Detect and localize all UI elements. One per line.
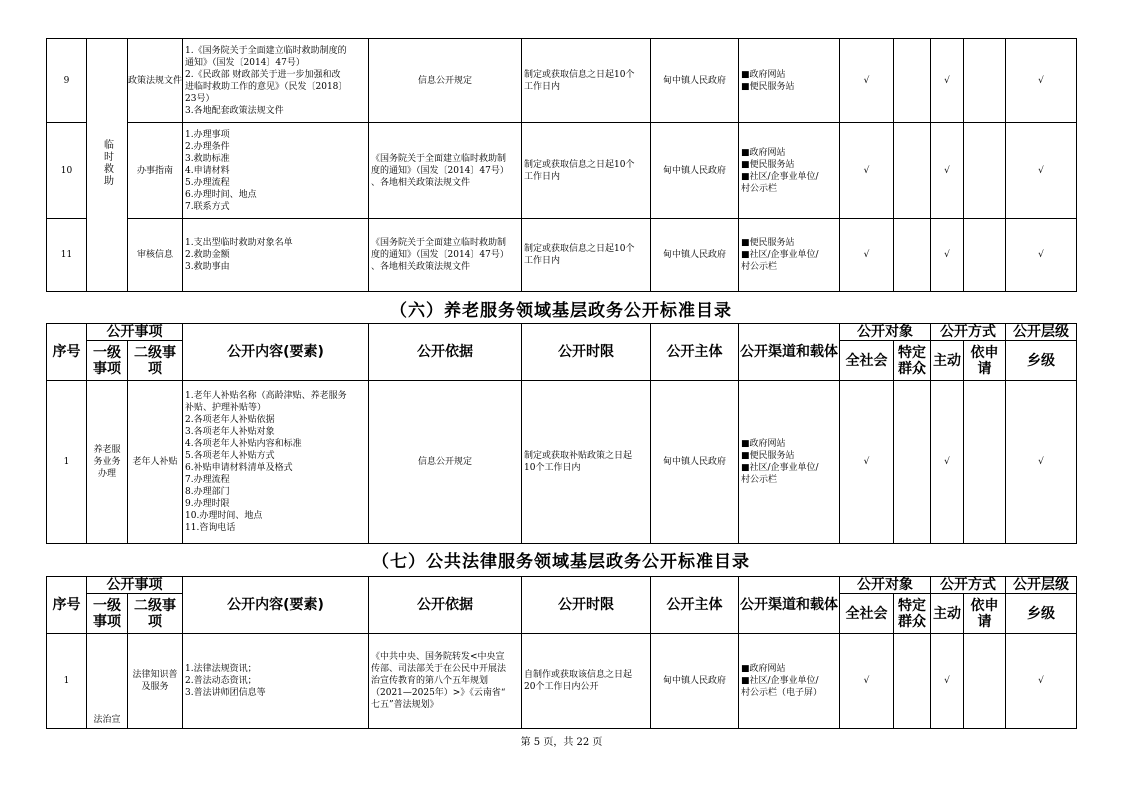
content-line: 进临时救助工作的意见》（民发〔2018〕 bbox=[185, 81, 348, 92]
time-cell bbox=[522, 39, 651, 123]
content-line: 1.支出型临时救助对象名单 bbox=[185, 238, 293, 248]
channel-line: ■社区/企事业单位/ bbox=[741, 463, 819, 473]
request-check bbox=[964, 634, 1006, 729]
basis-line: 《中共中央、国务院转发<中央宣 bbox=[371, 652, 505, 662]
content-line: 3.各地配套政策法规文件 bbox=[185, 105, 284, 116]
header-specific: 特定群众 bbox=[894, 341, 931, 381]
time-line: 自制作或获取该信息之日起 bbox=[524, 670, 633, 680]
basis-cell bbox=[369, 634, 522, 729]
elderly-table bbox=[46, 323, 1077, 544]
content-line: 1.《国务院关于全面建立临时救助制度的 bbox=[185, 45, 347, 56]
content-line: 3.普法讲师团信息等 bbox=[185, 688, 266, 698]
time-cell bbox=[522, 123, 651, 219]
table-row bbox=[47, 381, 1077, 544]
header-second: 二级事项 bbox=[128, 594, 183, 634]
channel-line: 村公示栏（电子屏） bbox=[741, 688, 823, 698]
specific-group-check bbox=[894, 219, 931, 292]
first-level-line: 办理 bbox=[97, 469, 116, 479]
first-level-cell bbox=[87, 39, 128, 292]
all-society-check: √ bbox=[840, 381, 894, 544]
content-line: 5.各项老年人补贴方式 bbox=[185, 451, 275, 461]
specific-group-check bbox=[894, 381, 931, 544]
time-cell bbox=[522, 381, 651, 544]
header-specific: 特定群众 bbox=[894, 594, 931, 634]
content-cell bbox=[183, 123, 369, 219]
basis-line: 七五”普法规划》 bbox=[371, 700, 439, 710]
channel-line: ■便民服务站 bbox=[741, 451, 795, 461]
header-active: 主动 bbox=[931, 594, 964, 634]
channel-cell bbox=[739, 123, 840, 219]
channel-line: 村公示栏 bbox=[741, 475, 778, 485]
content-line: 1.法律法规资讯； bbox=[185, 664, 257, 674]
header-mode: 公开方式 bbox=[931, 577, 1006, 594]
channel-line: ■政府网站 bbox=[741, 69, 786, 80]
basis-line: （2021—2025年）>》《云南省“ bbox=[371, 688, 506, 698]
content-cell bbox=[183, 381, 369, 544]
header-all: 全社会 bbox=[840, 594, 894, 634]
time-line: 20个工作日内公开 bbox=[524, 682, 599, 692]
table-row bbox=[47, 219, 1077, 292]
time-line: 工作日内 bbox=[524, 81, 561, 92]
content-line: 2.各项老年人补贴依据 bbox=[185, 415, 275, 425]
request-check bbox=[964, 123, 1006, 219]
header-basis: 公开依据 bbox=[369, 577, 522, 634]
basis-line: 度的通知》（国发〔2014〕47号） bbox=[371, 165, 509, 176]
all-society-check: √ bbox=[840, 634, 894, 729]
subject-cell: 甸中镇人民政府 bbox=[651, 381, 739, 544]
time-line: 制定或获取信息之日起10个 bbox=[524, 159, 635, 170]
second-level-cell: 审核信息 bbox=[128, 219, 183, 292]
row-number: 1 bbox=[47, 381, 87, 544]
header-first: 一级事项 bbox=[87, 341, 128, 381]
header-town: 乡级 bbox=[1006, 341, 1077, 381]
row-number: 11 bbox=[47, 219, 87, 292]
header-all: 全社会 bbox=[840, 341, 894, 381]
active-check: √ bbox=[931, 123, 964, 219]
all-society-check: √ bbox=[840, 39, 894, 123]
content-line: 2.救助金额 bbox=[185, 250, 230, 260]
time-cell bbox=[522, 219, 651, 292]
second-level-cell: 老年人补贴 bbox=[128, 381, 183, 544]
time-cell bbox=[522, 634, 651, 729]
header-audience: 公开对象 bbox=[840, 577, 931, 594]
section-title-legal: （七）公共法律服务领域基层政务公开标准目录 bbox=[372, 552, 750, 572]
basis-line: 信息公开规定 bbox=[417, 457, 472, 467]
town-level-check: √ bbox=[1006, 634, 1077, 729]
header-content: 公开内容(要素) bbox=[183, 324, 369, 381]
content-line: 2.普法动态资讯； bbox=[185, 676, 257, 686]
active-check: √ bbox=[931, 39, 964, 123]
basis-cell bbox=[369, 219, 522, 292]
header-time: 公开时限 bbox=[522, 324, 651, 381]
row-number: 1 bbox=[47, 634, 87, 729]
header-time: 公开时限 bbox=[522, 577, 651, 634]
table-row bbox=[47, 39, 1077, 123]
header-second: 二级事项 bbox=[128, 341, 183, 381]
first-level-cell bbox=[87, 381, 128, 544]
first-level-line: 养老服 bbox=[93, 445, 121, 455]
first-level-line: 务业务 bbox=[93, 457, 121, 467]
time-line: 10个工作日内 bbox=[524, 463, 581, 473]
header-mode: 公开方式 bbox=[931, 324, 1006, 341]
header-request: 依申请 bbox=[964, 594, 1006, 634]
channel-line: ■政府网站 bbox=[741, 439, 786, 449]
header-matters: 公开事项 bbox=[87, 577, 183, 594]
content-line: 7.联系方式 bbox=[185, 201, 230, 212]
header-no: 序号 bbox=[47, 577, 87, 634]
content-line: 9.办理时限 bbox=[185, 499, 230, 509]
content-line: 1.办理事项 bbox=[185, 129, 230, 140]
content-cell bbox=[183, 219, 369, 292]
channel-cell bbox=[739, 219, 840, 292]
basis-line: 传部、司法部关于在公民中开展法 bbox=[371, 664, 507, 674]
request-check bbox=[964, 219, 1006, 292]
subject-cell: 甸中镇人民政府 bbox=[651, 123, 739, 219]
basis-cell bbox=[369, 39, 522, 123]
page-footer: 第 5 页，共 22 页 bbox=[520, 737, 603, 748]
request-check bbox=[964, 381, 1006, 544]
header-row bbox=[47, 324, 1077, 341]
subject-cell: 甸中镇人民政府 bbox=[651, 634, 739, 729]
content-cell bbox=[183, 39, 369, 123]
second-level-line: 及服务 bbox=[141, 682, 169, 692]
specific-group-check bbox=[894, 39, 931, 123]
header-row bbox=[47, 577, 1077, 594]
subject-cell: 甸中镇人民政府 bbox=[651, 219, 739, 292]
content-line: 10.办理时间、地点 bbox=[185, 511, 263, 521]
legal-table bbox=[46, 576, 1077, 729]
content-line: 补贴、护理补贴等） bbox=[185, 403, 267, 413]
header-no: 序号 bbox=[47, 324, 87, 381]
channel-line: ■社区/企事业单位/ bbox=[741, 676, 819, 686]
basis-line: 度的通知》（国发〔2014〕47号） bbox=[371, 250, 509, 260]
content-line: 2.《民政部 财政部关于进一步加强和改 bbox=[185, 69, 341, 80]
header-matters: 公开事项 bbox=[87, 324, 183, 341]
header-basis: 公开依据 bbox=[369, 324, 522, 381]
active-check: √ bbox=[931, 381, 964, 544]
content-line: 4.各项老年人补贴内容和标准 bbox=[185, 439, 302, 449]
header-content: 公开内容(要素) bbox=[183, 577, 369, 634]
content-line: 3.各项老年人补贴对象 bbox=[185, 427, 275, 437]
channel-line: 村公示栏 bbox=[741, 183, 778, 194]
specific-group-check bbox=[894, 634, 931, 729]
time-line: 工作日内 bbox=[524, 171, 561, 182]
town-level-check: √ bbox=[1006, 381, 1077, 544]
header-town: 乡级 bbox=[1006, 594, 1077, 634]
channel-cell bbox=[739, 381, 840, 544]
basis-line: 治宣传教育的第八个五年规划 bbox=[371, 676, 489, 686]
header-first: 一级事项 bbox=[87, 594, 128, 634]
basis-line: 信息公开规定 bbox=[417, 75, 472, 86]
time-line: 制定或获取信息之日起10个 bbox=[524, 244, 635, 254]
header-layer: 公开层级 bbox=[1006, 577, 1077, 594]
town-level-check: √ bbox=[1006, 39, 1077, 123]
content-line: 通知》（国发〔2014〕47号） bbox=[185, 57, 305, 68]
content-line: 7.办理流程 bbox=[185, 475, 230, 485]
channel-line: ■便民服务站 bbox=[741, 81, 795, 92]
channel-cell bbox=[739, 634, 840, 729]
table-row bbox=[47, 634, 1077, 729]
all-society-check: √ bbox=[840, 219, 894, 292]
relief-table bbox=[46, 38, 1077, 292]
time-line: 制定或获取补贴政策之日起 bbox=[524, 451, 633, 461]
all-society-check: √ bbox=[840, 123, 894, 219]
basis-line: 、各地相关政策法规文件 bbox=[371, 262, 471, 272]
channel-line: ■社区/企事业单位/ bbox=[741, 171, 819, 182]
basis-line: 《国务院关于全面建立临时救助制 bbox=[371, 153, 507, 164]
request-check bbox=[964, 39, 1006, 123]
second-level-cell bbox=[128, 634, 183, 729]
header-active: 主动 bbox=[931, 341, 964, 381]
active-check: √ bbox=[931, 634, 964, 729]
content-line: 1.老年人补贴名称（高龄津贴、养老服务 bbox=[185, 391, 347, 401]
channel-line: ■政府网站 bbox=[741, 147, 786, 158]
content-line: 8.办理部门 bbox=[185, 487, 230, 497]
subject-cell: 甸中镇人民政府 bbox=[651, 39, 739, 123]
content-line: 6.补贴申请材料清单及格式 bbox=[185, 463, 293, 473]
second-level-cell: 办事指南 bbox=[128, 123, 183, 219]
channel-line: ■便民服务站 bbox=[741, 238, 795, 248]
active-check: √ bbox=[931, 219, 964, 292]
content-line: 23号） bbox=[185, 93, 215, 104]
table-row bbox=[47, 123, 1077, 219]
basis-line: 、各地相关政策法规文件 bbox=[371, 177, 471, 188]
channel-line: ■政府网站 bbox=[741, 664, 786, 674]
content-line: 4.申请材料 bbox=[185, 165, 230, 176]
basis-cell bbox=[369, 123, 522, 219]
channel-line: ■便民服务站 bbox=[741, 159, 795, 170]
content-line: 2.办理条件 bbox=[185, 141, 230, 152]
town-level-check: √ bbox=[1006, 123, 1077, 219]
first-level-label: 临时救助 bbox=[101, 139, 113, 187]
second-level-line: 法律知识普 bbox=[132, 670, 178, 680]
content-line: 6.办理时间、地点 bbox=[185, 189, 257, 200]
header-subject: 公开主体 bbox=[651, 577, 739, 634]
channel-cell bbox=[739, 39, 840, 123]
first-level-cell: 法治宣 bbox=[87, 634, 128, 729]
time-line: 制定或获取信息之日起10个 bbox=[524, 69, 635, 80]
basis-line: 《国务院关于全面建立临时救助制 bbox=[371, 238, 507, 248]
content-line: 3.救助标准 bbox=[185, 153, 230, 164]
channel-line: 村公示栏 bbox=[741, 262, 778, 272]
channel-line: ■社区/企事业单位/ bbox=[741, 250, 819, 260]
content-line: 5.办理流程 bbox=[185, 177, 230, 188]
row-number: 10 bbox=[47, 123, 87, 219]
time-line: 工作日内 bbox=[524, 256, 561, 266]
content-line: 3.救助事由 bbox=[185, 262, 230, 272]
content-cell bbox=[183, 634, 369, 729]
header-layer: 公开层级 bbox=[1006, 324, 1077, 341]
header-request: 依申请 bbox=[964, 341, 1006, 381]
header-subject: 公开主体 bbox=[651, 324, 739, 381]
town-level-check: √ bbox=[1006, 219, 1077, 292]
header-channel: 公开渠道和载体 bbox=[739, 577, 840, 634]
header-channel: 公开渠道和载体 bbox=[739, 324, 840, 381]
second-level-cell: 政策法规文件 bbox=[128, 39, 183, 123]
row-number: 9 bbox=[47, 39, 87, 123]
content-line: 11.咨询电话 bbox=[185, 523, 236, 533]
specific-group-check bbox=[894, 123, 931, 219]
basis-cell bbox=[369, 381, 522, 544]
header-audience: 公开对象 bbox=[840, 324, 931, 341]
section-title-elderly: （六）养老服务领域基层政务公开标准目录 bbox=[390, 301, 732, 321]
